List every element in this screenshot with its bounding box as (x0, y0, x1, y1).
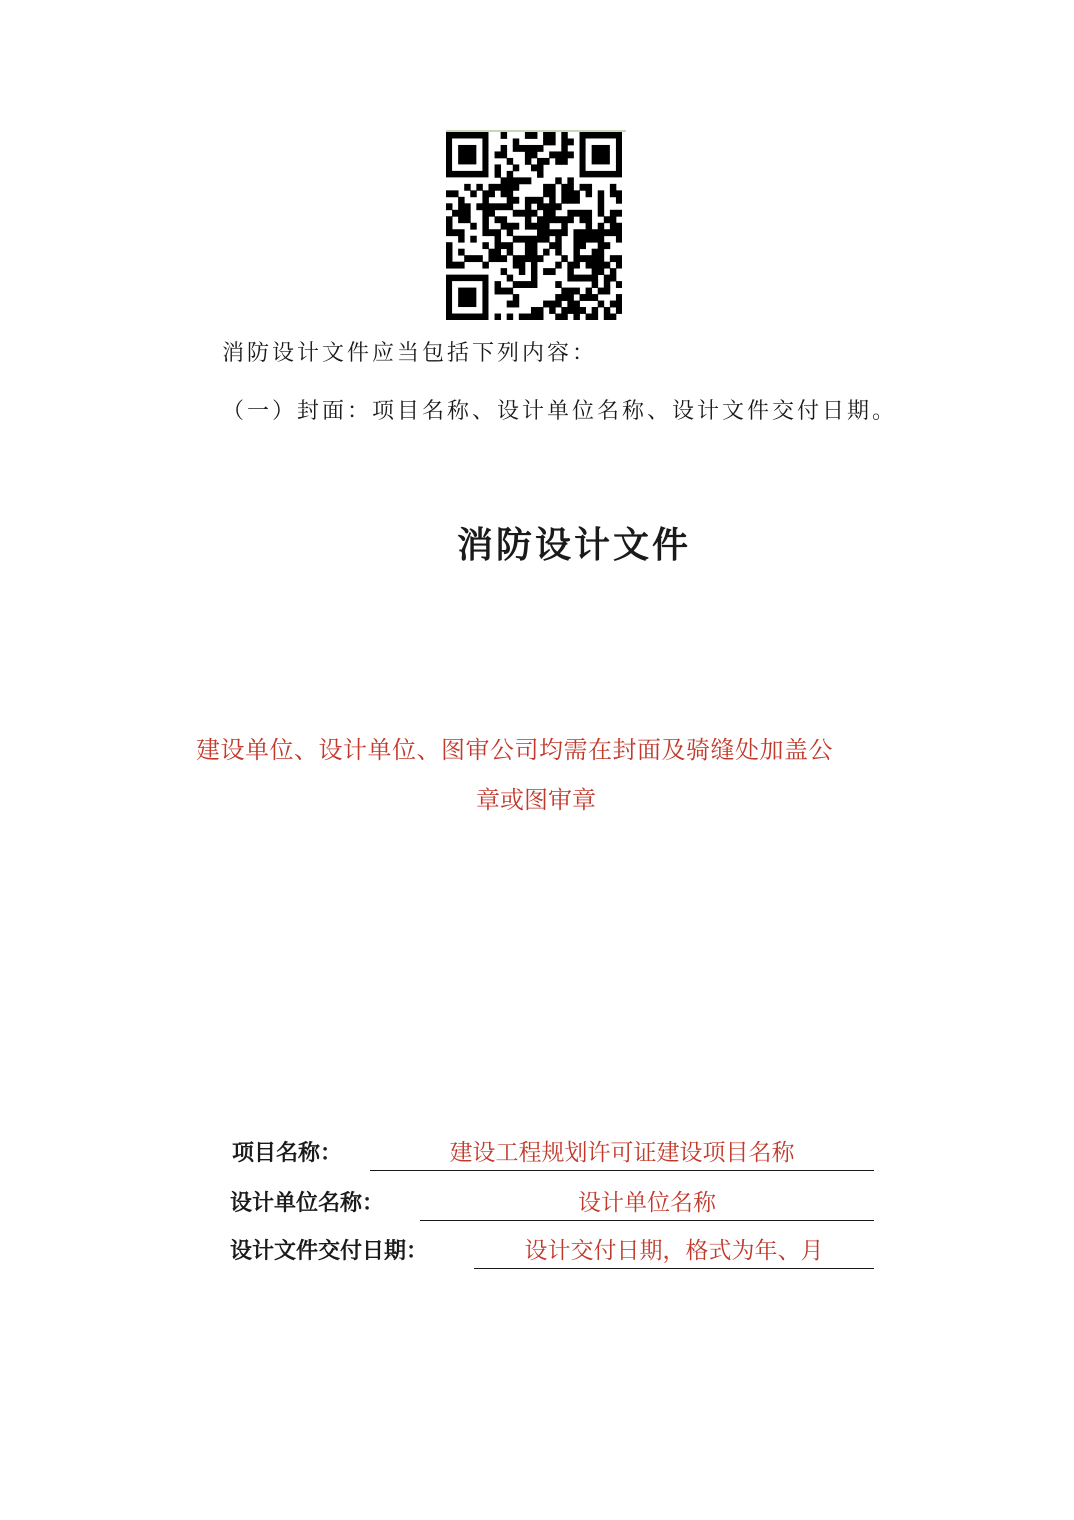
field-delivery-date (230, 1234, 874, 1268)
field-project-name-label: 项目名称： (232, 1140, 343, 1166)
requirement-item-1: （一）封面：项目名称、设计单位名称、设计文件交付日期。 (222, 399, 898, 424)
field-design-unit-label: 设计单位名称： (230, 1190, 385, 1216)
field-delivery-date-value: 设计交付日期，格式为年、月 (474, 1234, 874, 1269)
seal-note-line-2: 章或图审章 (476, 786, 596, 814)
qr-code-icon (446, 132, 622, 320)
field-delivery-date-label: 设计文件交付日期： (230, 1238, 429, 1264)
seal-note-line-1: 建设单位、设计单位、图审公司均需在封面及骑缝处加盖公 (196, 736, 833, 764)
cover-title: 消防设计文件 (456, 524, 691, 566)
field-design-unit (230, 1186, 874, 1220)
seal-note (196, 725, 876, 825)
field-design-unit-value: 设计单位名称 (420, 1186, 874, 1221)
field-project-name (232, 1136, 874, 1170)
field-project-name-value: 建设工程规划许可证建设项目名称 (370, 1136, 874, 1171)
intro-line: 消防设计文件应当包括下列内容： (222, 341, 598, 366)
